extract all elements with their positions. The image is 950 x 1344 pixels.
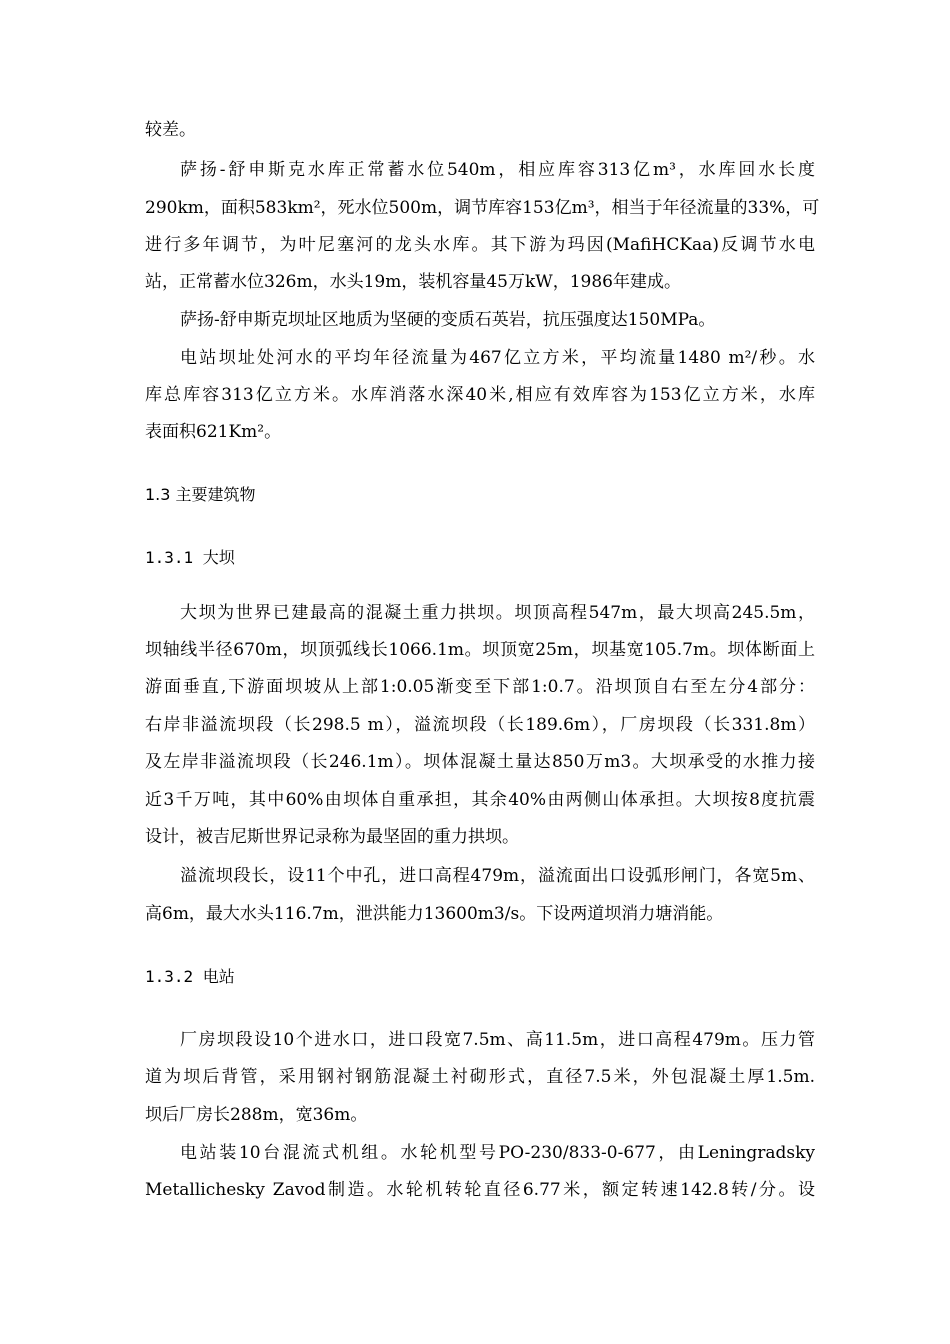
section-heading: 1.3 主要建筑物 — [145, 485, 256, 504]
paragraph-line: 290km，面积583km²，死水位500m，调节库容153亿m³，相当于年径流量的33%，可 — [145, 198, 820, 218]
paragraph-line: 较差。 — [145, 120, 196, 140]
paragraph-line: 大坝为世界已建最高的混凝土重力拱坝。坝顶高程547m，最大坝高245.5m， — [180, 603, 815, 623]
paragraph-line: 电站装10台混流式机组。水轮机型号PO-230/833-0-677，由Leningradsky — [180, 1143, 815, 1163]
paragraph-line: 进行多年调节，为叶尼塞河的龙头水库。其下游为玛因(MafiHCKaa)反调节水电 — [145, 235, 815, 255]
paragraph-line: 库总库容313亿立方米。水库消落水深40米,相应有效库容为153亿立方米，水库 — [145, 385, 815, 405]
paragraph-line: 近3千万吨，其中60%由坝体自重承担，其余40%由两侧山体承担。大坝按8度抗震 — [145, 790, 815, 810]
paragraph-line: 游面垂直,下游面坝坡从上部1:0.05渐变至下部1:0.7。沿坝顶自右至左分4部分： — [145, 677, 815, 697]
paragraph-line: 及左岸非溢流坝段（长246.1m）。坝体混凝土量达850万m3。大坝承受的水推力接 — [145, 752, 815, 772]
paragraph-line: 右岸非溢流坝段（长298.5 m），溢流坝段（长189.6m），厂房坝段（长331.8m） — [145, 715, 815, 735]
paragraph-line: 坝后厂房长288m，宽36m。 — [145, 1105, 368, 1125]
subsection-heading: 1.3.1 大坝 — [145, 548, 235, 567]
paragraph-line: 溢流坝段长，设11个中孔，进口高程479m，溢流面出口设弧形闸门，各宽5m、 — [180, 866, 815, 886]
paragraph-line: 高6m，最大水头116.7m，泄洪能力13600m3/s。下设两道坝消力塘消能。 — [145, 904, 724, 924]
paragraph-line: 站，正常蓄水位326m，水头19m，装机容量45万kW，1986年建成。 — [145, 272, 681, 292]
paragraph-line: 电站坝址处河水的平均年径流量为467亿立方米，平均流量1480 m²/秒。水 — [180, 348, 815, 368]
paragraph-line: 萨扬-舒申斯克坝址区地质为坚硬的变质石英岩，抗压强度达150MPa。 — [180, 310, 716, 330]
paragraph-line: 道为坝后背管，采用钢衬钢筋混凝土衬砌形式，直径7.5米，外包混凝土厚1.5m. — [145, 1067, 815, 1087]
paragraph-line: 厂房坝段设10个进水口，进口段宽7.5m、高11.5m，进口高程479m。压力管 — [180, 1030, 815, 1050]
paragraph-line: 坝轴线半径670m，坝顶弧线长1066.1m。坝顶宽25m，坝基宽105.7m。坝体断面上 — [145, 640, 815, 660]
paragraph-line: 萨扬-舒申斯克水库正常蓄水位540m，相应库容313亿m³，水库回水长度 — [180, 160, 815, 180]
paragraph-line: 设计，被吉尼斯世界记录称为最坚固的重力拱坝。 — [145, 827, 519, 847]
paragraph-line: 表面积621Km²。 — [145, 422, 282, 442]
paragraph-line: Metallichesky Zavod制造。水轮机转轮直径6.77米，额定转速142.8转/分。设 — [145, 1180, 815, 1200]
subsection-heading: 1.3.2 电站 — [145, 967, 235, 986]
